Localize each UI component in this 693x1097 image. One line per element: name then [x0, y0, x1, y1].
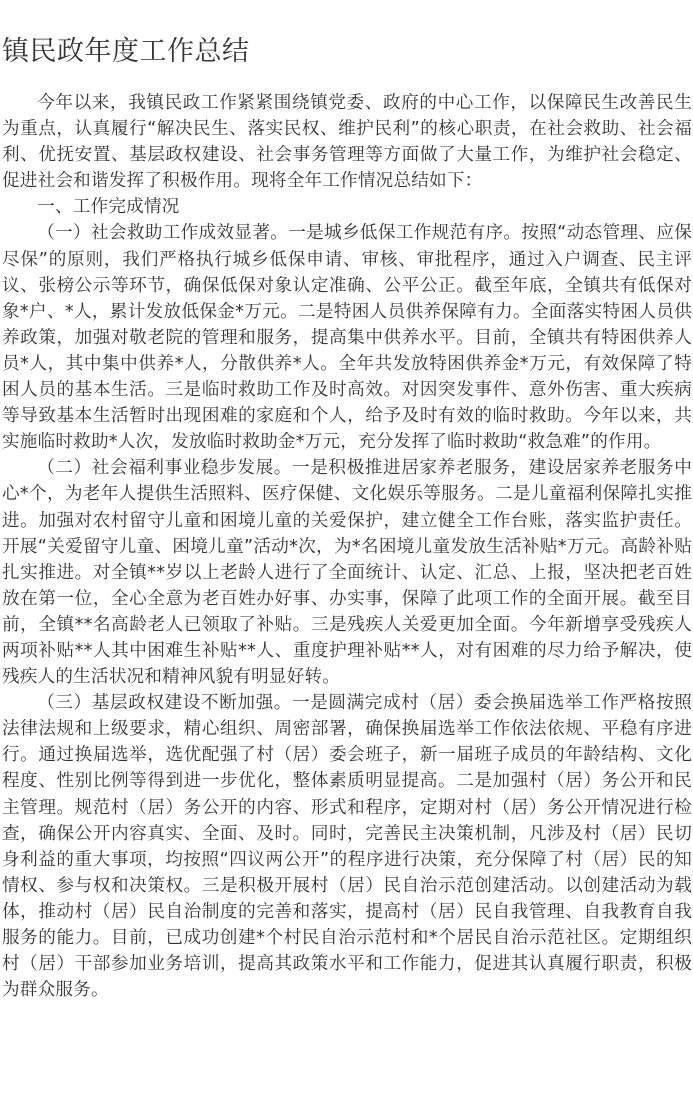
paragraph-intro: 今年以来，我镇民政工作紧紧围绕镇党委、政府的中心工作，以保障民生改善民生为重点，认真履行“解决民生、落实民权、维护民利”的核心职责，在社会救助、社会福利、优抚安置、基层政权建设、社会事务管理等方面做了大量工作，为维护社会稳定、促进社会和谐发挥了积极作用。现将全年工作情况总结如下：: [2, 93, 692, 192]
page-title: 镇民政年度工作总结: [2, 36, 250, 67]
document-body: [2, 90, 692, 1003]
paragraph-grassroots-governance: （三）基层政权建设不断加强。一是圆满完成村（居）委会换届选举工作严格按照法律法规和上级要求，精心组织、周密部署，确保换届选举工作依法依规、平稳有序进行。通过换届选举，选优配强了村（居）委会班子，新一届班子成员的年龄结构、文化程度、性别比例等得到进一步优化，整体素质明显提高。二是加强村（居）务公开和民主管理。规范村（居）务公开的内容、形式和程序，定期对村（居）务公开情况进行检查，确保公开内容真实、全面、及时。同时，完善民主决策机制，凡涉及村（居）民切身利益的重大事项，均按照“四议两公开”的程序进行决策，充分保障了村（居）民的知情权、参与权和决策权。三是积极开展村（居）民自治示范创建活动。以创建活动为载体，推动村（居）民自治制度的完善和落实，提高村（居）民自我管理、自我教育自我服务的能力。目前，已成功创建*个村民自治示范村和*个居民自治示范社区。定期组织村（居）干部参加业务培训，提高其政策水平和工作能力，促进其认真履行职责，积极为群众服务。: [2, 693, 692, 1001]
section-heading: 一、工作完成情况: [37, 197, 180, 218]
paragraph-social-assistance: （一）社会救助工作成效显著。一是城乡低保工作规范有序。按照“动态管理、应保尽保”的原则，我们严格执行城乡低保申请、审核、审批程序，通过入户调查、民主评议、张榜公示等环节，确保低保对象认定准确、公平公正。截至年底，全镇共有低保对象*户、*人，累计发放低保金*万元。二是特困人员供养保障有力。全面落实特困人员供养政策，加强对敬老院的管理和服务，提高集中供养水平。目前，全镇共有特困供养人员*人，其中集中供养*人，分散供养*人。全年共发放特困供养金*万元，有效保障了特困人员的基本生活。三是临时救助工作及时高效。对因突发事件、意外伤害、重大疾病等导致基本生活暂时出现困难的家庭和个人，给予及时有效的临时救助。今年以来，共实施临时救助*人次，发放临时救助金*万元，充分发挥了临时救助“救急难”的作用。: [2, 223, 692, 453]
paragraph-social-welfare: （二）社会福利事业稳步发展。一是积极推进居家养老服务，建设居家养老服务中心*个，为老年人提供生活照料、医疗保健、文化娱乐等服务。二是儿童福利保障扎实推进。加强对农村留守儿童和困境儿童的关爱保护，建立健全工作台账，落实监护责任。开展“关爱留守儿童、困境儿童”活动*次，为*名困境儿童发放生活补贴*万元。高龄补贴扎实推进。对全镇**岁以上老龄人进行了全面统计、认定、汇总、上报，坚决把老百姓放在第一位，全心全意为老百姓办好事、办实事，保障了此项工作的全面开展。截至目前，全镇**名高龄老人已领取了补贴。三是残疾人关爱更加全面。今年新增享受残疾人两项补贴**人其中困难生补贴**人、重度护理补贴**人，对有困难的尽力给予解决，使残疾人的生活状况和精神风貌有明显好转。: [2, 458, 692, 688]
